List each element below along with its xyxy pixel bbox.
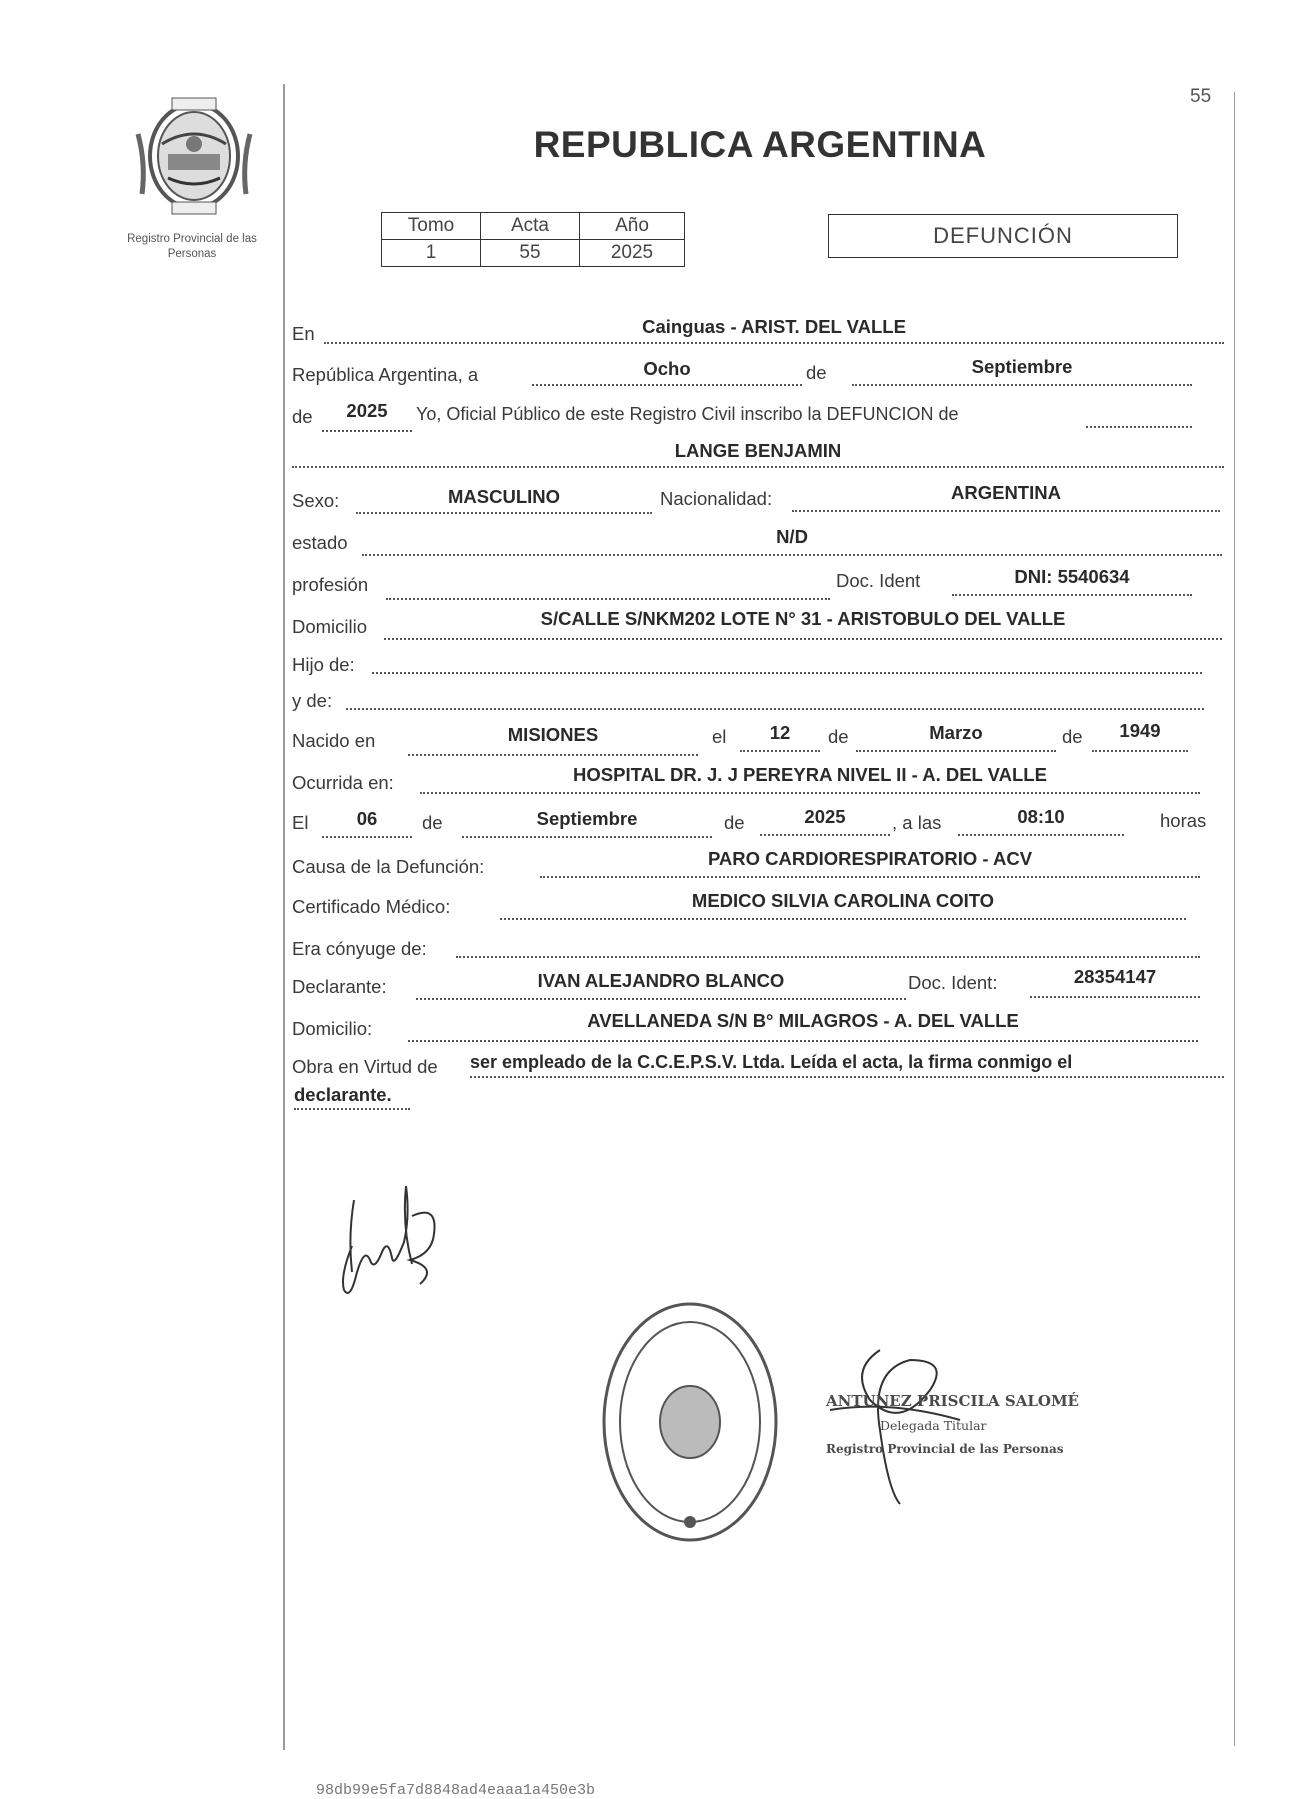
dotted-line (792, 510, 1220, 512)
doc-ident-label: Doc. Ident (836, 570, 921, 591)
de-label: de (806, 362, 827, 383)
en-label: En (292, 323, 315, 344)
nacionalidad-label: Nacionalidad: (660, 488, 773, 509)
horas-label: horas (1160, 810, 1207, 831)
de-year-label: de (292, 406, 313, 427)
declarante-doc-label: Doc. Ident: (908, 972, 998, 993)
hijo-label: Hijo de: (292, 654, 355, 675)
month-text: Septiembre (971, 356, 1073, 377)
dotted-line (500, 918, 1186, 920)
yde-label: y de: (292, 690, 333, 711)
causa-value: PARO CARDIORESPIRATORIO - ACV (707, 848, 1033, 869)
dotted-line (462, 836, 712, 838)
death-month: Septiembre (536, 808, 638, 829)
ocurrida-label: Ocurrida en: (292, 772, 394, 793)
dotted-line (1030, 996, 1200, 998)
domicilio2-value: AVELLANEDA S/N B° MILAGROS - A. DEL VALLE (587, 1010, 1019, 1031)
officer-office: Registro Provincial de las Personas (826, 1442, 1064, 1456)
provincial-crest-logo (132, 94, 256, 218)
year-value: 2025 (346, 400, 388, 421)
officer-name: ANTUNEZ PRISCILA SALOMÉ (826, 1392, 1079, 1410)
value-ano: 2025 (580, 240, 685, 267)
dotted-line (294, 1108, 410, 1110)
de-label: de (1062, 726, 1083, 747)
official-seal (600, 1300, 780, 1544)
nacido-value: MISIONES (507, 724, 599, 745)
page-number: 55 (1190, 86, 1212, 107)
certificado-value: MEDICO SILVIA CAROLINA COITO (691, 890, 995, 911)
sexo-value: MASCULINO (447, 486, 561, 507)
dotted-line (1092, 750, 1188, 752)
sexo-label: Sexo: (292, 490, 340, 511)
registry-name: Registro Provincial de las Personas (127, 233, 257, 260)
reference-table (381, 212, 685, 267)
dotted-line (362, 554, 1222, 556)
statement-text: Yo, Oficial Público de este Registro Civil inscribo la DEFUNCION de (416, 404, 959, 424)
value-acta: 55 (481, 240, 580, 267)
en-value: Cainguas - ARIST. DEL VALLE (642, 316, 906, 337)
estado-label: estado (292, 532, 348, 553)
de-label: de (724, 812, 745, 833)
dotted-line (346, 708, 1204, 710)
declarante-label: Declarante: (292, 976, 387, 997)
dotted-line (852, 384, 1192, 386)
alas-label: , a las (892, 812, 942, 833)
dotted-line (416, 998, 906, 1000)
record-type-box: DEFUNCIÓN (828, 214, 1178, 258)
deceased-name: LANGE BENJAMIN (674, 440, 842, 461)
dotted-line (322, 430, 412, 432)
dotted-line (324, 342, 1224, 344)
dotted-line (386, 598, 830, 600)
certificado-label: Certificado Médico: (292, 896, 451, 917)
domicilio-label: Domicilio (292, 616, 368, 637)
el-label: el (712, 726, 727, 747)
obra-value-1: ser empleado de la C.C.E.P.S.V. Ltda. Leída el acta, la firma conmigo el (470, 1052, 1073, 1072)
dotted-line (952, 594, 1192, 596)
conyuge-label: Era cónyuge de: (292, 938, 427, 959)
left-margin-line (283, 84, 285, 1750)
republica-label: República Argentina, a (292, 364, 479, 385)
birth-year: 1949 (1119, 720, 1161, 741)
causa-label: Causa de la Defunción: (292, 856, 485, 877)
dotted-line (408, 754, 698, 756)
dotted-line (292, 466, 1224, 468)
dotted-line (532, 384, 802, 386)
declarant-signature (334, 1176, 464, 1306)
doc-ident-value: DNI: 5540634 (1014, 566, 1130, 587)
domicilio-value: S/CALLE S/NKM202 LOTE N° 31 - ARISTOBULO DEL VALLE (540, 608, 1066, 629)
dotted-line (420, 792, 1200, 794)
birth-month: Marzo (929, 722, 983, 743)
dotted-line (470, 1076, 1224, 1078)
de-label: de (422, 812, 443, 833)
document-hash: 98db99e5fa7d8848ad4eaaa1a450e3b (316, 1782, 596, 1799)
dotted-line (958, 834, 1124, 836)
domicilio2-label: Domicilio: (292, 1018, 373, 1039)
officer-title: Delegada Titular (880, 1418, 987, 1433)
declarante-doc-value: 28354147 (1073, 966, 1157, 987)
dotted-line (408, 1040, 1198, 1042)
dotted-line (1086, 426, 1192, 428)
birth-day: 12 (769, 722, 791, 743)
obra-value-2: declarante. (294, 1084, 392, 1105)
dotted-line (760, 834, 890, 836)
dotted-line (456, 956, 1200, 958)
ocurrida-value: HOSPITAL DR. J. J PEREYRA NIVEL II - A. DEL VALLE (573, 764, 1047, 785)
death-day: 06 (356, 808, 378, 829)
dotted-line (740, 750, 820, 752)
death-time: 08:10 (1017, 806, 1065, 827)
estado-value: N/D (776, 526, 808, 547)
de-label: de (828, 726, 849, 747)
page-title: REPUBLICA ARGENTINA (533, 124, 987, 165)
header-tomo: Tomo (382, 213, 481, 240)
profesion-label: profesión (292, 574, 369, 595)
nacido-label: Nacido en (292, 730, 376, 751)
declarante-value: IVAN ALEJANDRO BLANCO (537, 970, 785, 991)
day-text: Ocho (643, 358, 691, 379)
dotted-line (856, 750, 1056, 752)
death-year: 2025 (804, 806, 846, 827)
dotted-line (372, 672, 1202, 674)
obra-label: Obra en Virtud de (292, 1056, 438, 1077)
nacionalidad-value: ARGENTINA (951, 482, 1061, 503)
dotted-line (356, 512, 652, 514)
header-ano: Año (580, 213, 685, 240)
header-acta: Acta (481, 213, 580, 240)
dotted-line (322, 836, 412, 838)
dotted-line (384, 638, 1222, 640)
el-death-label: El (292, 812, 309, 833)
dotted-line (540, 876, 1200, 878)
value-tomo: 1 (382, 240, 481, 267)
right-margin-line (1234, 92, 1235, 1746)
